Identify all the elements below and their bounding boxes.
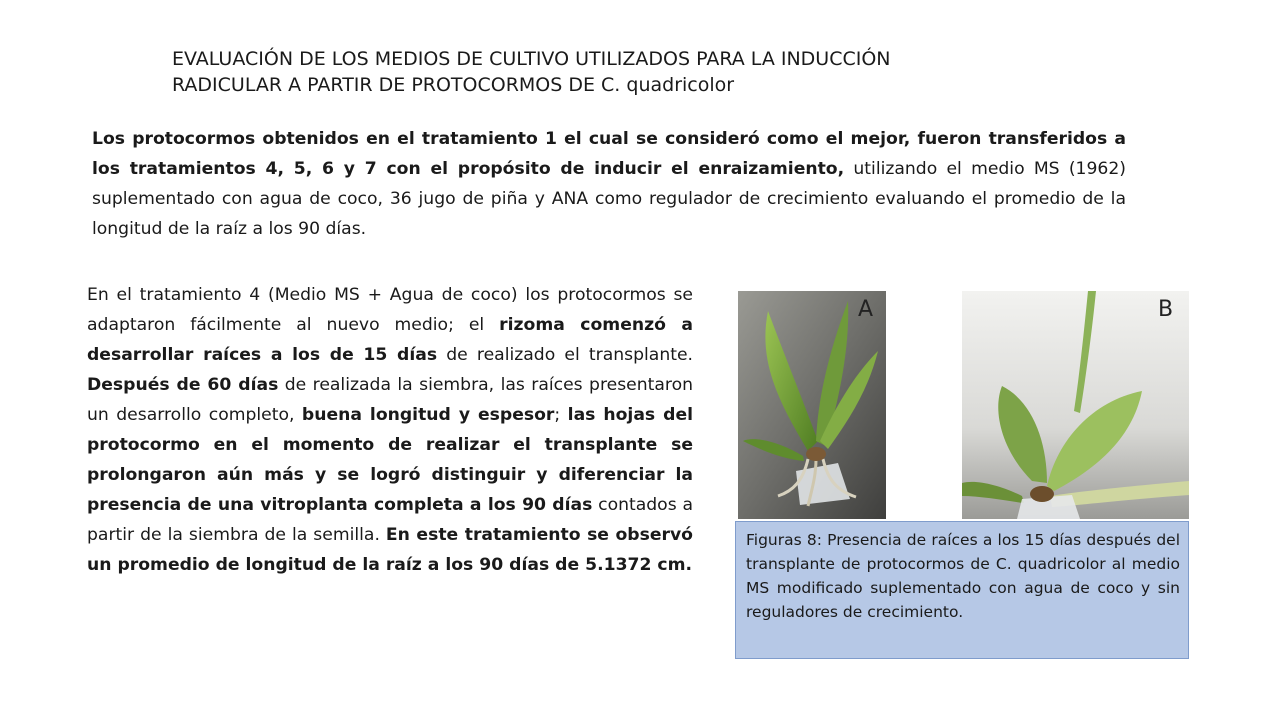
photo-b-label: B bbox=[1158, 297, 1174, 322]
results-bold-3: buena longitud y espesor bbox=[301, 405, 555, 425]
photo-a-label: A bbox=[858, 297, 874, 322]
results-bold-1: rizoma comenzó a desarrollar raíces a los de 15 días bbox=[87, 315, 693, 365]
plant-a-illustration bbox=[738, 291, 886, 519]
plant-photo-b bbox=[962, 291, 1189, 519]
page-title bbox=[172, 46, 1172, 98]
results-bold-5: En este tratamiento se observó un promedio de longitud de la raíz a los 90 días de 5.1372 cm. bbox=[87, 525, 693, 575]
results-bold-4: las hojas del protocormo en el momento de realizar el transplante se prolongaron aún más y se logró distinguir y diferenciar la presencia de una vitroplanta completa a los 90 días bbox=[87, 405, 693, 515]
plant-photo-a bbox=[738, 291, 886, 519]
intro-paragraph bbox=[92, 124, 1126, 244]
title-line-1: EVALUACIÓN DE LOS MEDIOS DE CULTIVO UTILIZADOS PARA LA INDUCCIÓN bbox=[172, 48, 891, 70]
results-text-3: de realizada la siembra, las raíces presentaron un desarrollo completo, bbox=[87, 375, 693, 425]
title-line-2: RADICULAR A PARTIR DE PROTOCORMOS DE C. quadricolor bbox=[172, 74, 735, 96]
intro-normal-text: utilizando el medio MS (1962) suplementado con agua de coco, 36 jugo de piña y ANA como regulador de crecimiento evaluando el promedio de la longitud de la raíz a los 90 días. bbox=[92, 159, 1126, 239]
intro-bold-text: Los protocormos obtenidos en el tratamiento 1 el cual se consideró como el mejor, fueron transferidos a los tratamientos 4, 5, 6 y 7 con el propósito de inducir el enraizamiento, bbox=[92, 129, 1126, 179]
results-text-4: ; bbox=[554, 405, 568, 425]
figure-caption: Figuras 8: Presencia de raíces a los 15 días después del transplante de protocormos de C. quadricolor al medio MS modificado suplementado con agua de coco y sin reguladores de crecimiento. bbox=[735, 521, 1189, 659]
results-paragraph bbox=[87, 280, 693, 580]
plant-b-illustration bbox=[962, 291, 1189, 519]
results-text-2: de realizado el transplante. bbox=[437, 345, 693, 365]
results-text-5: contados a partir de la siembra de la semilla. bbox=[87, 495, 693, 545]
results-bold-2: Después de 60 días bbox=[87, 375, 279, 395]
results-text-1: En el tratamiento 4 (Medio MS + Agua de coco) los protocormos se adaptaron fácilmente al nuevo medio; el bbox=[87, 285, 693, 335]
